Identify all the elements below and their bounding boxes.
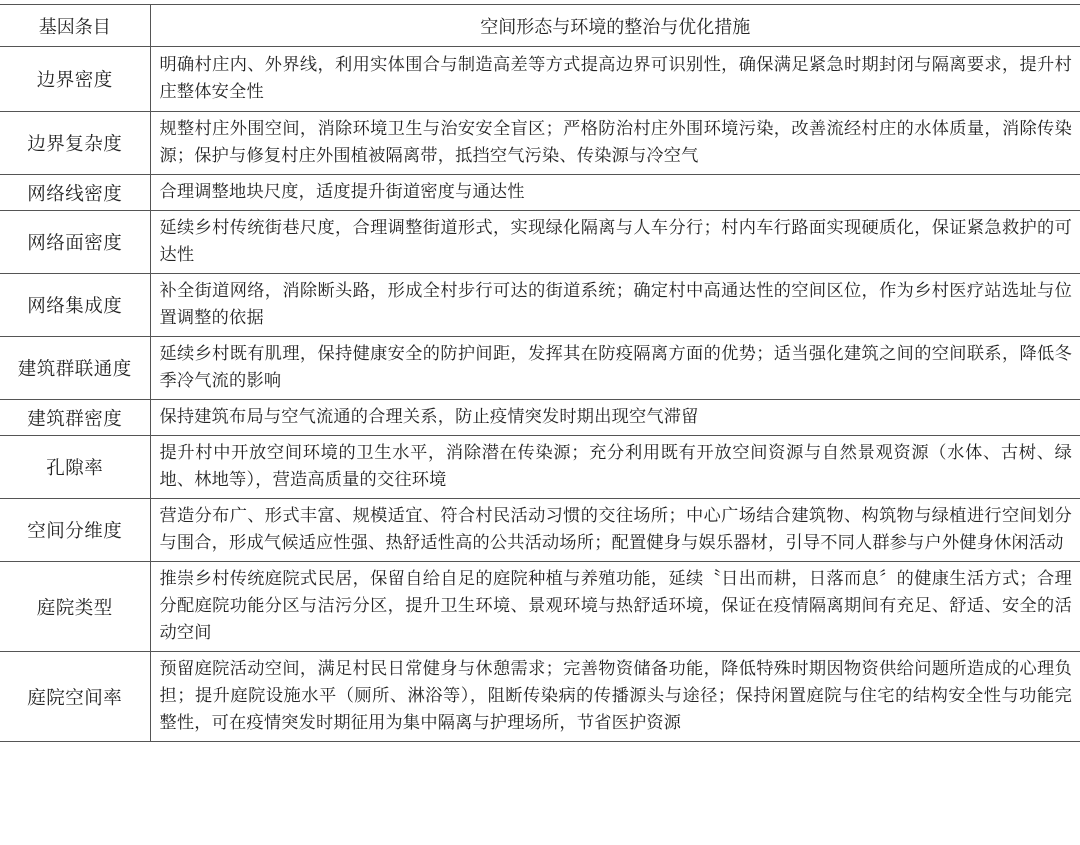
table-row bbox=[0, 211, 1080, 274]
measure-cell: 延续乡村传统街巷尺度，合理调整街道形式，实现绿化隔离与人车分行；村内车行路面实现硬质化，保证紧急救护的可达性 bbox=[150, 211, 1080, 274]
gene-cell: 建筑群联通度 bbox=[0, 337, 150, 400]
measure-cell: 预留庭院活动空间，满足村民日常健身与休憩需求；完善物资储备功能，降低特殊时期因物资供给问题所造成的心理负担；提升庭院设施水平（厕所、淋浴等），阻断传染病的传播源头与途径；保持闲置庭院与住宅的结构安全性与功能完整性，可在疫情突发时期征用为集中隔离与护理场所，节省医护资源 bbox=[150, 652, 1080, 742]
table-row bbox=[0, 337, 1080, 400]
measure-cell: 保持建筑布局与空气流通的合理关系，防止疫情突发时期出现空气滞留 bbox=[150, 400, 1080, 436]
gene-cell: 庭院空间率 bbox=[0, 652, 150, 742]
table-header-row bbox=[0, 5, 1080, 47]
gene-cell: 孔隙率 bbox=[0, 436, 150, 499]
measures-table bbox=[0, 4, 1080, 742]
table-row bbox=[0, 562, 1080, 652]
gene-cell: 网络面密度 bbox=[0, 211, 150, 274]
measure-cell: 营造分布广、形式丰富、规模适宜、符合村民活动习惯的交往场所；中心广场结合建筑物、构筑物与绿植进行空间划分与围合，形成气候适应性强、热舒适性高的公共活动场所；配置健身与娱乐器材，引导不同人群参与户外健身休闲活动 bbox=[150, 499, 1080, 562]
table-row bbox=[0, 175, 1080, 211]
table-row bbox=[0, 47, 1080, 112]
measure-cell: 推崇乡村传统庭院式民居，保留自给自足的庭院种植与养殖功能，延续〝日出而耕，日落而息〞的健康生活方式；合理分配庭院功能分区与洁污分区，提升卫生环境、景观环境与热舒适环境，保证在疫情隔离期间有充足、舒适、安全的活动空间 bbox=[150, 562, 1080, 652]
measure-cell: 明确村庄内、外界线，利用实体围合与制造高差等方式提高边界可识别性，确保满足紧急时期封闭与隔离要求，提升村庄整体安全性 bbox=[150, 47, 1080, 112]
gene-cell: 边界复杂度 bbox=[0, 112, 150, 175]
table-row bbox=[0, 274, 1080, 337]
table-row bbox=[0, 652, 1080, 742]
measure-cell: 提升村中开放空间环境的卫生水平，消除潜在传染源；充分利用既有开放空间资源与自然景观资源（水体、古树、绿地、林地等），营造高质量的交往环境 bbox=[150, 436, 1080, 499]
table-row bbox=[0, 499, 1080, 562]
gene-cell: 庭院类型 bbox=[0, 562, 150, 652]
gene-cell: 建筑群密度 bbox=[0, 400, 150, 436]
measure-cell: 合理调整地块尺度，适度提升街道密度与通达性 bbox=[150, 175, 1080, 211]
measure-cell: 规整村庄外围空间，消除环境卫生与治安安全盲区；严格防治村庄外围环境污染，改善流经村庄的水体质量，消除传染源；保护与修复村庄外围植被隔离带，抵挡空气污染、传染源与冷空气 bbox=[150, 112, 1080, 175]
measure-cell: 延续乡村既有肌理，保持健康安全的防护间距，发挥其在防疫隔离方面的优势；适当强化建筑之间的空间联系，降低冬季冷气流的影响 bbox=[150, 337, 1080, 400]
table-row bbox=[0, 400, 1080, 436]
column-header-gene: 基因条目 bbox=[0, 5, 150, 47]
table-row bbox=[0, 112, 1080, 175]
column-header-measure: 空间形态与环境的整治与优化措施 bbox=[150, 5, 1080, 47]
gene-cell: 边界密度 bbox=[0, 47, 150, 112]
measure-cell: 补全街道网络，消除断头路，形成全村步行可达的街道系统；确定村中高通达性的空间区位，作为乡村医疗站选址与位置调整的依据 bbox=[150, 274, 1080, 337]
table-row bbox=[0, 436, 1080, 499]
gene-cell: 网络线密度 bbox=[0, 175, 150, 211]
gene-cell: 网络集成度 bbox=[0, 274, 150, 337]
gene-cell: 空间分维度 bbox=[0, 499, 150, 562]
